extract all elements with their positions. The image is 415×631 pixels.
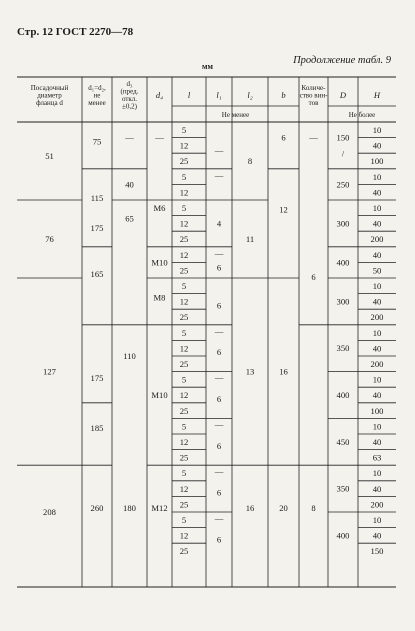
subheader-min: Не менее — [221, 111, 250, 119]
d3-value: 65 — [125, 213, 134, 224]
b-value: 16 — [279, 366, 288, 377]
D-value: 350 — [336, 343, 350, 354]
screw-count-dash: — — [309, 132, 318, 143]
H-value: 40 — [372, 390, 382, 401]
l1-value: 6 — [216, 487, 222, 498]
diameter-d-value: 76 — [45, 234, 54, 244]
d1-value: 75 — [92, 136, 102, 147]
l1-dash: — — [214, 513, 224, 523]
l1-dash: — — [214, 325, 224, 336]
d1-value: 115 — [90, 192, 104, 203]
H-value: 150 — [370, 546, 384, 557]
l-value: 25 — [179, 546, 189, 557]
H-value: 200 — [370, 312, 384, 323]
H-value: 10 — [372, 421, 382, 432]
column-header: d₄ — [155, 90, 164, 100]
l-value: 25 — [179, 312, 189, 323]
l2-value: 11 — [245, 234, 255, 244]
H-value: 40 — [372, 249, 382, 260]
l-value: 12 — [179, 530, 189, 541]
column-header: диаметр — [37, 91, 62, 100]
d1-value: 260 — [90, 503, 104, 513]
D-value: 150 — [336, 132, 350, 143]
D-value: 350 — [336, 483, 350, 494]
H-value: 10 — [372, 468, 382, 479]
l-value: 25 — [179, 234, 189, 245]
column-header: не — [93, 91, 101, 100]
H-value: 10 — [372, 281, 382, 291]
l-value: 12 — [179, 140, 189, 151]
column-header: Количе- — [301, 84, 326, 92]
subheader-max: Не более — [348, 111, 376, 119]
l-value: 12 — [179, 483, 189, 494]
column-header: откл. — [121, 95, 138, 103]
H-value: 40 — [372, 530, 382, 541]
column-header: менее — [88, 99, 106, 107]
l-value: 12 — [179, 343, 189, 354]
d1-value: 165 — [90, 268, 104, 279]
d4-value: M10 — [151, 390, 168, 400]
H-value: 40 — [372, 187, 382, 198]
l-value: 12 — [179, 187, 189, 198]
l1-value: 4 — [216, 218, 222, 229]
d3-value: 110 — [123, 351, 136, 361]
d3-value: 40 — [125, 179, 134, 190]
H-value: 200 — [370, 234, 384, 245]
l1-value: 6 — [216, 262, 222, 273]
b-value: 20 — [279, 503, 288, 513]
d3-dash: — — [125, 132, 134, 143]
l-value: 25 — [179, 405, 189, 416]
column-header: (пред. — [120, 87, 139, 96]
l-value: 25 — [179, 359, 189, 369]
column-header: l₂ — [247, 90, 253, 100]
l2-value: 13 — [245, 366, 255, 377]
d4-value: M8 — [153, 292, 166, 303]
l-value: 12 — [179, 296, 189, 307]
D-value: 400 — [336, 390, 350, 400]
diameter-d-value: 127 — [43, 366, 56, 377]
l-value: 5 — [181, 327, 187, 338]
D-value: 450 — [336, 436, 350, 447]
l-value: 5 — [181, 421, 187, 432]
H-value: 10 — [372, 171, 382, 182]
screw-count-value: 6 — [311, 271, 316, 282]
l1-dash: — — [214, 466, 224, 477]
diameter-d-value: 51 — [45, 151, 54, 161]
l-value: 5 — [181, 171, 187, 182]
page-header: Стр. 12 ГОСТ 2270—78 — [17, 26, 134, 38]
l2-value: 8 — [247, 156, 253, 166]
l1-dash: — — [214, 372, 224, 383]
d4-value: M12 — [151, 503, 168, 513]
D-value: 400 — [336, 257, 350, 268]
d4-value: M6 — [153, 202, 166, 213]
d4-value: M10 — [151, 257, 168, 268]
D-value: 300 — [336, 296, 350, 307]
column-header: D — [339, 90, 347, 100]
l-value: 12 — [179, 437, 189, 447]
column-header: Посадочный — [30, 84, 69, 92]
H-value: 40 — [372, 483, 382, 494]
d1-value: 175 — [90, 372, 104, 383]
H-value: 10 — [372, 374, 382, 385]
column-header: b — [281, 90, 286, 100]
H-value: 50 — [372, 265, 382, 276]
H-value: 40 — [372, 343, 382, 354]
l-value: 5 — [181, 515, 187, 525]
l1-value: 6 — [216, 534, 222, 545]
l1-value: 6 — [216, 300, 222, 311]
l-value: 5 — [181, 203, 187, 213]
column-header: ±0,2) — [122, 102, 137, 111]
D-slash: / — [341, 148, 345, 159]
d3-value: 180 — [123, 503, 136, 513]
b-value: 6 — [281, 132, 286, 143]
H-value: 200 — [370, 359, 384, 369]
H-value: 10 — [372, 125, 382, 135]
l-value: 5 — [181, 374, 187, 385]
l1-value: 6 — [216, 394, 222, 404]
H-value: 10 — [372, 327, 382, 338]
H-value: 100 — [370, 156, 384, 167]
column-header: l₁ — [216, 90, 222, 100]
d1-value: 175 — [90, 222, 104, 233]
table-continuation-label: Продолжение табл. 9 — [293, 55, 391, 66]
D-value: 400 — [336, 530, 350, 541]
l1-dash: — — [214, 419, 224, 430]
H-value: 10 — [372, 515, 382, 525]
screw-count-value: 8 — [311, 503, 316, 513]
column-header: d₃ — [126, 80, 133, 88]
H-value: 40 — [372, 296, 382, 307]
D-value: 250 — [336, 179, 350, 190]
l-value: 5 — [181, 468, 187, 479]
l1-value: 6 — [216, 440, 222, 451]
D-value: 300 — [336, 218, 350, 229]
l-value: 25 — [179, 265, 189, 276]
diameter-d-value: 208 — [43, 507, 56, 517]
l1-dash: — — [214, 247, 224, 258]
H-value: 40 — [372, 437, 382, 447]
H-value: 10 — [372, 203, 382, 213]
column-header: фланца d — [36, 99, 63, 107]
unit-label: мм — [202, 62, 213, 71]
H-value: 200 — [370, 499, 384, 510]
H-value: 40 — [372, 218, 382, 229]
l1-dash: — — [214, 145, 224, 156]
d4-dash: — — [155, 132, 164, 143]
l-value: 12 — [179, 218, 189, 229]
l2-value: 16 — [245, 503, 255, 513]
l-value: 12 — [179, 390, 189, 401]
H-value: 100 — [370, 405, 384, 416]
column-header: d₁=d₂, — [88, 84, 106, 92]
l1-value: 6 — [216, 347, 222, 358]
l-value: 5 — [181, 125, 187, 135]
column-header: тов — [308, 99, 319, 107]
l-value: 25 — [179, 452, 189, 463]
H-value: 63 — [372, 452, 382, 463]
column-header: H — [373, 90, 381, 100]
l-value: 25 — [179, 499, 189, 510]
d1-value: 185 — [90, 423, 104, 433]
l-value: 12 — [179, 249, 189, 260]
b-value: 12 — [279, 204, 288, 215]
column-header: ство вин- — [299, 91, 328, 100]
l1-dash: — — [214, 169, 224, 180]
l-value: 25 — [179, 156, 189, 167]
l-value: 5 — [181, 281, 187, 291]
column-header: l — [187, 90, 191, 100]
H-value: 40 — [372, 140, 382, 151]
